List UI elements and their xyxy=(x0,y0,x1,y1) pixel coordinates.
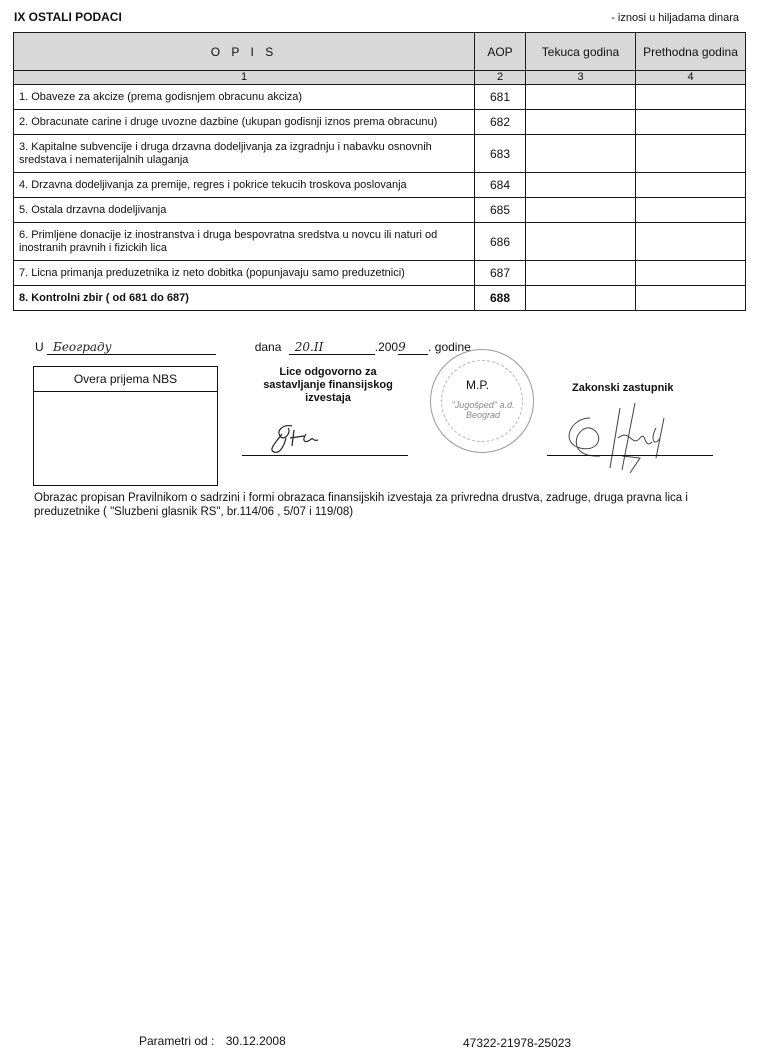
params-date: 30.12.2008 xyxy=(225,1034,286,1048)
other-data-table xyxy=(13,32,746,311)
date-field[interactable]: 20.II xyxy=(289,340,375,355)
nbs-box-title: Overa prijema NBS xyxy=(34,367,217,392)
row-aop: 688 xyxy=(475,286,526,311)
table-row xyxy=(14,85,746,110)
document-code: 47322-21978-25023 xyxy=(463,1036,572,1050)
row-description: 7. Licna primanja preduzetnika iz neto dobitka (popunjavaju samo preduzetnici) xyxy=(14,261,475,286)
legal-representative-signature-line[interactable] xyxy=(547,455,713,456)
row-description: 6. Primljene donacije iz inostranstva i druga bespovratna sredstva u novcu ili naturi od inostranih pravnih i fizickih lica xyxy=(14,223,475,261)
previous-year-cell[interactable] xyxy=(636,110,746,135)
column-number: 2 xyxy=(475,71,526,85)
row-aop: 681 xyxy=(475,85,526,110)
previous-year-cell[interactable] xyxy=(636,135,746,173)
header-aop: AOP xyxy=(475,33,526,71)
responsible-signature-icon xyxy=(262,420,332,456)
row-description: 1. Obaveze za akcize (prema godisnjem obracunu akciza) xyxy=(14,85,475,110)
units-note: - iznosi u hiljadama dinara xyxy=(611,12,739,24)
header-current-year: Tekuca godina xyxy=(526,33,636,71)
date-prefix: dana xyxy=(254,340,282,354)
header-row xyxy=(14,33,746,71)
stamp-label: M.P. xyxy=(466,378,490,392)
params-label: Parametri od : xyxy=(139,1034,215,1048)
row-aop: 687 xyxy=(475,261,526,286)
row-aop: 683 xyxy=(475,135,526,173)
current-year-cell[interactable] xyxy=(526,85,636,110)
company-stamp xyxy=(430,349,534,453)
table-row xyxy=(14,198,746,223)
previous-year-cell[interactable] xyxy=(636,261,746,286)
legal-representative-signature-icon xyxy=(560,398,690,478)
header-description: O P I S xyxy=(14,33,475,71)
header-previous-year: Prethodna godina xyxy=(636,33,746,71)
column-number: 1 xyxy=(14,71,475,85)
year-prefix: .200 xyxy=(374,340,399,354)
row-aop: 684 xyxy=(475,173,526,198)
responsible-signature-line[interactable] xyxy=(242,455,408,456)
row-description: 3. Kapitalne subvencije i druga drzavna dodeljivanja za izgradnju i nabavku osnovnih sredstava i nematerijalnih ulaganja xyxy=(14,135,475,173)
row-description: 5. Ostala drzavna dodeljivanja xyxy=(14,198,475,223)
previous-year-cell[interactable] xyxy=(636,198,746,223)
current-year-cell[interactable] xyxy=(526,286,636,311)
row-aop: 686 xyxy=(475,223,526,261)
row-aop: 682 xyxy=(475,110,526,135)
year-field[interactable]: 9 xyxy=(398,340,428,355)
place-prefix: U xyxy=(35,340,44,354)
previous-year-cell[interactable] xyxy=(636,223,746,261)
place-field[interactable]: Београду xyxy=(47,340,216,355)
section-title: IX OSTALI PODACI xyxy=(14,10,122,24)
current-year-cell[interactable] xyxy=(526,198,636,223)
previous-year-cell[interactable] xyxy=(636,85,746,110)
stamp-text: "Jugošped" a.d. Beograd xyxy=(451,400,515,420)
row-aop: 685 xyxy=(475,198,526,223)
year-suffix: . godine xyxy=(428,340,471,354)
current-year-cell[interactable] xyxy=(526,110,636,135)
row-description: 4. Drzavna dodeljivanja za premije, regres i pokrice tekucih troskova poslovanja xyxy=(14,173,475,198)
column-number-row xyxy=(14,71,746,85)
regulation-footnote: Obrazac propisan Pravilnikom o sadrzini i formi obrazaca finansijskih izvestaja za privredna drustva, zadruge, druga pravna lica i preduzetnike ( "Sluzbeni glasnik RS", br.114/06 , 5/07 i 119/08) xyxy=(34,492,688,518)
current-year-cell[interactable] xyxy=(526,135,636,173)
current-year-cell[interactable] xyxy=(526,173,636,198)
current-year-cell[interactable] xyxy=(526,223,636,261)
table-row xyxy=(14,110,746,135)
current-year-cell[interactable] xyxy=(526,261,636,286)
nbs-verification-box xyxy=(33,366,218,486)
previous-year-cell[interactable] xyxy=(636,173,746,198)
table-row xyxy=(14,173,746,198)
previous-year-cell[interactable] xyxy=(636,286,746,311)
total-row xyxy=(14,286,746,311)
table-row xyxy=(14,223,746,261)
table-row xyxy=(14,135,746,173)
legal-representative-label: Zakonski zastupnik xyxy=(572,382,674,394)
responsible-person-label: Lice odgovorno za sastavljanje finansijskog izvestaja xyxy=(263,366,393,404)
column-number: 3 xyxy=(526,71,636,85)
column-number: 4 xyxy=(636,71,746,85)
place-date-line xyxy=(35,340,471,355)
row-description: 2. Obracunate carine i druge uvozne dazbine (ukupan godisnji iznos prema obracunu) xyxy=(14,110,475,135)
parameters-footer xyxy=(139,1034,286,1048)
row-description: 8. Kontrolni zbir ( od 681 do 687) xyxy=(14,286,475,311)
table-row xyxy=(14,261,746,286)
